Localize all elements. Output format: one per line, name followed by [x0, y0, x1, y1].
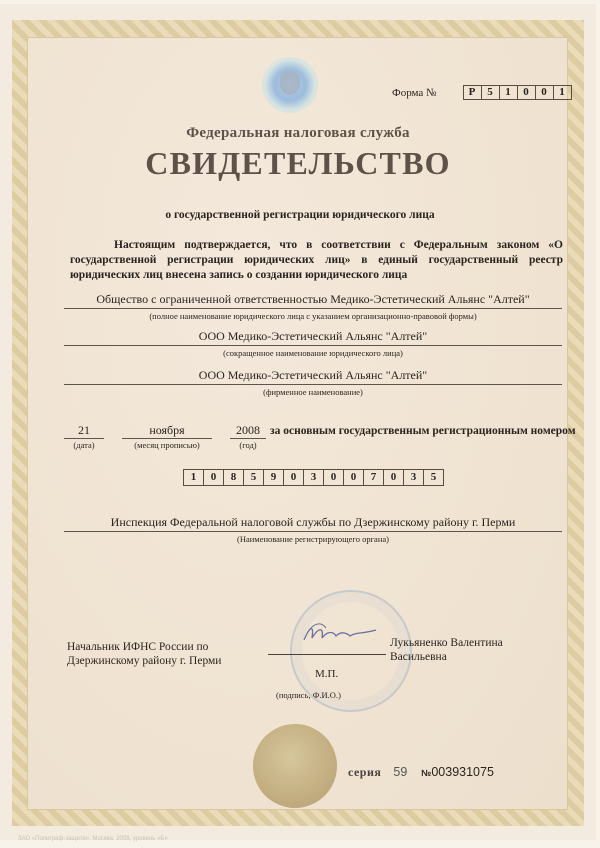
number-sign: №: [421, 768, 432, 778]
date-year: [230, 423, 266, 450]
brand-name-value: ООО Медико-Эстетический Альянс "Алтей": [64, 368, 562, 385]
authority-value: Инспекция Федеральной налоговой службы по Дзержинскому району г. Перми: [64, 515, 562, 532]
signatory-position: [67, 640, 221, 668]
form-code-cell: 0: [536, 86, 554, 99]
ogrn-cell: 5: [244, 470, 264, 485]
printer-note: ЗАО «Полиграф-защита», Москва, 2008, уровень «Б»: [18, 836, 168, 842]
name-line-1: Лукьяненко Валентина: [390, 637, 503, 649]
brand-name-field: [64, 368, 562, 397]
brand-name-caption: (фирменное наименование): [263, 387, 363, 397]
form-code-cell: 0: [518, 86, 536, 99]
ogrn-cell: 5: [430, 471, 437, 483]
form-code-cell: 1: [500, 86, 518, 99]
short-name-value: ООО Медико-Эстетический Альянс "Алтей": [64, 329, 562, 346]
ogrn-cell: 1: [184, 470, 204, 485]
full-name-field: [64, 292, 562, 321]
ogrn-number: [183, 469, 444, 486]
date-month-value: ноября: [122, 423, 212, 439]
serial-number-value: 003931075: [431, 765, 494, 779]
date-year-caption: (год): [239, 440, 257, 450]
series-number: [348, 765, 494, 780]
name-line-2: Васильевна: [390, 651, 447, 663]
statement-paragraph: [70, 238, 563, 283]
authority-field: [64, 515, 562, 544]
issuer-name: Федеральная налоговая служба: [186, 125, 410, 141]
registration-date: [64, 423, 284, 450]
full-name-value: Общество с ограниченной ответственностью Медико-Эстетический Альянс "Алтей": [64, 292, 562, 309]
form-number: [392, 85, 572, 100]
form-code-cells: [463, 85, 572, 100]
date-year-value: 2008: [230, 423, 266, 439]
signature-line: [268, 654, 386, 655]
reg-number-text: за основным государственным регистрационным номером: [270, 425, 576, 437]
signatory-name: [390, 636, 503, 664]
position-line-2: Дзержинскому району г. Перми: [67, 655, 222, 667]
form-code-cell: 1: [559, 86, 565, 98]
date-day-caption: (дата): [73, 440, 95, 450]
ogrn-cell: 0: [204, 470, 224, 485]
gold-seal-icon: [253, 724, 337, 808]
document-subtitle: о государственной регистрации юридического лица: [165, 209, 435, 221]
position-line-1: Начальник ИФНС России по: [67, 641, 209, 653]
stamp-place-label: М.П.: [315, 668, 339, 680]
authority-caption: (Наименование регистрирующего органа): [237, 534, 389, 544]
short-name-field: [64, 329, 562, 358]
form-number-label: Форма №: [392, 86, 437, 99]
ogrn-cell: 0: [324, 470, 344, 485]
date-month: [122, 423, 212, 450]
ogrn-cell: 0: [284, 470, 304, 485]
ogrn-cell: 3: [404, 470, 424, 485]
ogrn-cell: 3: [304, 470, 324, 485]
document-title: СВИДЕТЕЛЬСТВО: [145, 145, 451, 181]
form-code-cell: Р: [464, 86, 482, 99]
date-day: [64, 423, 104, 450]
ogrn-cell: 9: [264, 470, 284, 485]
date-month-caption: (месяц прописью): [134, 440, 200, 450]
series-label: серия: [348, 765, 382, 779]
ogrn-cells: [183, 469, 444, 486]
ogrn-cell: 0: [384, 470, 404, 485]
date-day-value: 21: [64, 423, 104, 439]
form-code-cell: 5: [482, 86, 500, 99]
ogrn-cell: 8: [224, 470, 244, 485]
signature-icon: [300, 618, 380, 648]
statement-text: Настоящим подтверждается, что в соответствии с Федеральным законом «О государственной регистрации юридических лиц» в единый государственный реестр юридических лиц внесена запись о создании юридического лица: [70, 239, 563, 281]
short-name-caption: (сокращенное наименование юридического лица): [223, 348, 403, 358]
series-value: 59: [393, 765, 408, 779]
hologram-emblem-icon: [262, 57, 318, 113]
ogrn-cell: 7: [364, 470, 384, 485]
serial-number: [421, 765, 494, 779]
ogrn-cell: 0: [344, 470, 364, 485]
signature-caption: (подпись, Ф.И.О.): [276, 690, 341, 700]
full-name-caption: (полное наименование юридического лица с указанием организационно-правовой формы): [149, 311, 477, 321]
